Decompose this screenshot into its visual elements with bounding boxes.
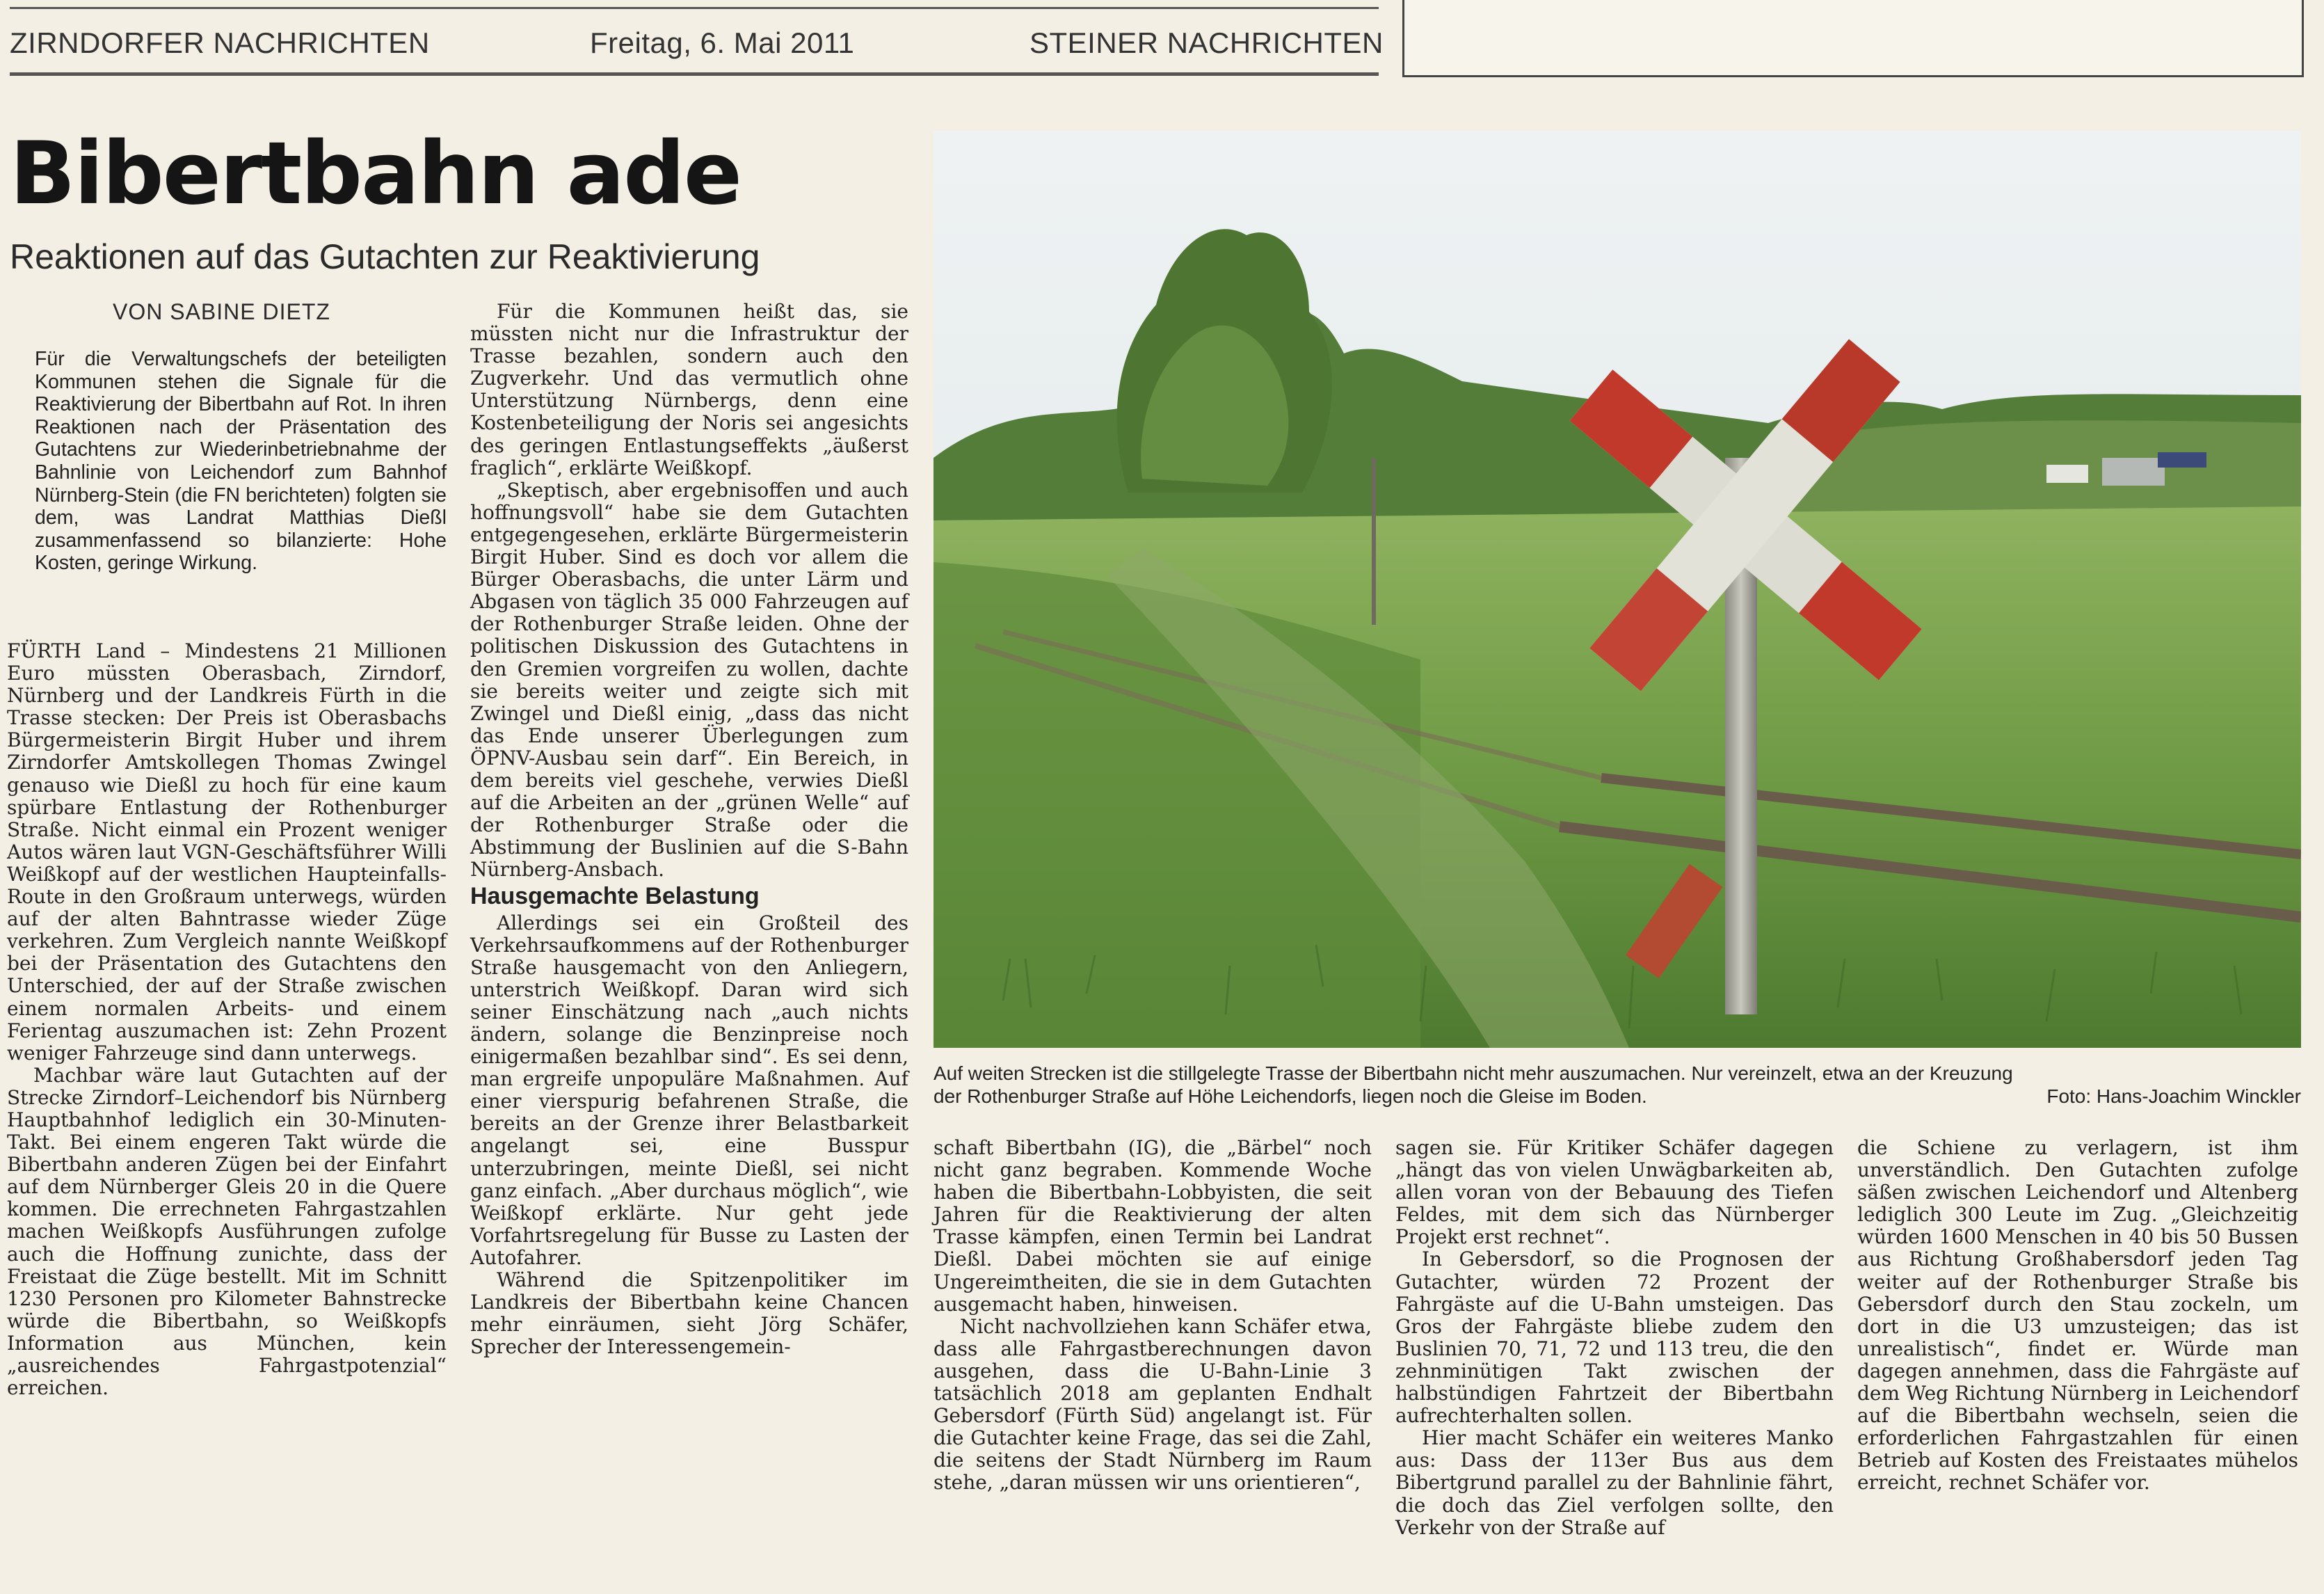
article-column-3 bbox=[933, 1137, 1372, 1495]
paragraph: FÜRTH Land – Mindestens 21 Millionen Euro müssten Oberasbach, Zirndorf, Nürnberg und der Landkreis Fürth in die Trasse stecken: Der Preis ist Oberasbachs Bürgermeisterin Birgit Huber und ihrem Zirndorfer Amtskollegen Thomas Zwingel genauso wie Dießl zu hoch für eine kaum spürbare Entlastung der Rothenburger Straße. Nicht einmal ein Prozent weniger Autos wären laut VGN-Geschäftsführer Willi Weißkopf auf der westlichen Haupteinfalls-Route in den Großraum unterwegs, würden auf der alten Bahntrasse wieder Züge verkehren. Zum Vergleich nannte Weißkopf bei der Präsentation des Gutachtens den Unterschied, der auf der Straße zwischen einem normalen Arbeits- und einem Ferientag auszumachen ist: Zehn Prozent weniger Fahrzeuge sind dann unterwegs. bbox=[7, 639, 447, 1065]
caption-line-1: Auf weiten Strecken ist die stillgelegte Trasse der Bibertbahn nicht mehr auszumachen. Nur vereinzelt, etwa an der Kreuzung bbox=[933, 1062, 2013, 1084]
masthead-rule bbox=[10, 72, 1379, 76]
paragraph: Machbar wäre laut Gutachten auf der Strecke Zirndorf–Leichendorf bis Nürnberg Hauptbahnhof lediglich ein 30-Minuten-Takt. Bei einem engeren Takt würde die Bibertbahn anderen Zügen bei der Einfahrt auf dem Nürnberger Gleis 20 in die Quere kommen. Die errechneten Fahrgastzahlen machen Weißkopfs Ausführungen zufolge auch die Hoffnung zunichte, dass der Freistaat die Züge bestellt. Mit im Schnitt 1230 Personen pro Kilometer Bahnstrecke würde die Bibertbahn, so Weißkopfs Information aus München, kein „ausreichendes Fahrgastpotenzial“ erreichen. bbox=[7, 1063, 447, 1400]
caption-line-2: der Rothenburger Straße auf Höhe Leichendorfs, liegen noch die Gleise im Boden. bbox=[933, 1085, 1647, 1107]
crosshead: Hausgemachte Belastung bbox=[470, 883, 760, 910]
photo-credit: Foto: Hans-Joachim Winckler bbox=[2046, 1085, 2301, 1107]
paragraph: „Skeptisch, aber ergebnisoffen und auch hoffnungsvoll“ habe sie dem Gutachten entgegengesehen, erklärte Bürgermeisterin Birgit Huber. Sind es doch vor allem die Bürger Oberasbachs, die unter Lärm und Abgasen von täglich 35 000 Fahrzeugen auf der Rothenburger Straße leiden. Ohne der politischen Diskussion des Gutachtens in den Gremien vorgreifen zu wollen, dachte sie bereits weiter und zeigte sich mit Zwingel und Dießl einig, „dass das nicht das Ende unserer Überlegungen zum ÖPNV-Ausbau sein darf“. Ein Bereich, in dem bereits viel geschehe, verwies Dießl auf die Arbeiten an der „grünen Welle“ auf der Rothenburger Straße oder die Abstimmung der Buslinien auf die S-Bahn Nürnberg-Ansbach. bbox=[470, 478, 908, 882]
headline: Bibertbahn ade bbox=[10, 124, 742, 224]
photo-caption bbox=[933, 1062, 2301, 1108]
article-photo bbox=[933, 131, 2301, 1048]
paragraph: Nicht nachvollziehen kann Schäfer etwa, dass alle Fahrgastberechnungen davon ausgehen, dass die U-Bahn-Linie 3 tatsächlich 2018 am geplanten Endhalt Gebersdorf (Fürth Süd) angelangt ist. Für die Gutachter keine Frage, das sei die Zahl, die seitens der Stadt Nürnberg im Raum stehe, „daran müssen wir uns orientieren“, bbox=[933, 1314, 1372, 1495]
publication-date: Freitag, 6. Mai 2011 bbox=[590, 26, 855, 59]
article-column-4 bbox=[1395, 1137, 1834, 1539]
article-column-2 bbox=[470, 301, 908, 1358]
section-title-right: STEINER NACHRICHTEN bbox=[1029, 26, 1384, 59]
paragraph: sagen sie. Für Kritiker Schäfer dagegen „hängt das von vielen Unwägbarkeiten ab, allen voran von der Bebauung des Tiefen Feldes, mit dem sich das Nürnberger Projekt erst rechnet“. bbox=[1395, 1136, 1834, 1249]
top-rule bbox=[10, 7, 1379, 9]
paragraph: Während die Spitzenpolitiker im Landkreis der Bibertbahn keine Chancen mehr einräumen, sieht Jörg Schäfer, Sprecher der Interessengemein- bbox=[470, 1268, 908, 1359]
paragraph: Allerdings sei ein Großteil des Verkehrsaufkommens auf der Rothenburger Straße hausgemacht von den Anliegern, unterstrich Weißkopf. Daran wird sich seiner Einschätzung nach „auch nichts ändern, solange die Benzinpreise noch einigermaßen bezahlbar sind“. Es sei denn, man ergreife unpopuläre Maßnahmen. Auf einer vierspurig befahrenen Straße, die bereits an der Grenze ihrer Belastbarkeit angelangt sei, eine Busspur unterzubringen, meinte Dießl, sei nicht ganz einfach. „Aber durchaus möglich“, wie Weißkopf erklärte. Nur geht jede Vorfahrtsregelung für Busse zu Lasten der Autofahrer. bbox=[470, 911, 908, 1269]
paragraph: schaft Bibertbahn (IG), die „Bärbel“ noch nicht ganz begraben. Kommende Woche haben die Bibertbahn-Lobbyisten, die seit Jahren für die Reaktivierung der alten Trasse kämpfen, einen Termin bei Landrat Dießl. Dabei möchten sie auf einige Ungereimtheiten, die sie in dem Gutachten ausgemacht haben, hinweisen. bbox=[933, 1136, 1372, 1316]
paragraph: Für die Kommunen heißt das, sie müssten nicht nur die Infrastruktur der Trasse bezahlen, sondern auch den Zugverkehr. Und das vermutlich ohne Unterstützung Nürnbergs, denn eine Kostenbeteiligung der Noris sei angesichts des geringen Entlastungseffekts „äußerst fraglich“, erklärte Weißkopf. bbox=[470, 300, 908, 479]
paragraph: Hier macht Schäfer ein weiteres Manko aus: Dass der 113er Bus aus dem Bibertgrund parallel zu der Bahnlinie fährt, die doch das Ziel verfolgen sollte, den Verkehr von der Straße auf bbox=[1395, 1426, 1834, 1539]
paragraph: die Schiene zu verlagern, ist ihm unverständlich. Den Gutachten zufolge säßen zwischen Leichendorf und Altenberg lediglich 300 Leute im Zug. „Gleichzeitig würden 1600 Menschen in 40 bis 50 Bussen aus Richtung Großhabersdorf jeden Tag weiter auf der Rothenburger Straße bis Gebersdorf durch den Stau zockeln, um dort in die U3 umzusteigen; das ist unrealistisch“, findet er. Würde man dagegen annehmen, dass die Fahrgäste auf dem Weg Richtung Nürnberg in Leichendorf auf die Bibertbahn wechseln, seien die erforderlichen Fahrgastzahlen für einen Betrieb auf Kosten des Freistaates mühelos erreicht, rechnet Schäfer vor. bbox=[1857, 1136, 2298, 1495]
section-title-left: ZIRNDORFER NACHRICHTEN bbox=[10, 26, 430, 59]
lead-paragraph: Für die Verwaltungschefs der beteiligten Kommunen stehen die Signale für die Reaktivierung der Bibertbahn auf Rot. In ihren Reaktionen nach der Präsentation des Gutachtens zur Wiederinbetriebnahme der Bahnlinie von Leichendorf zum Bahnhof Nürnberg-Stein (die FN berichteten) folgten sie dem, was Landrat Matthias Dießl zusammenfassend so bilanzierte: Hohe Kosten, geringe Wirkung. bbox=[35, 348, 447, 575]
railway-crossing-photo bbox=[933, 131, 2301, 1048]
paragraph: In Gebersdorf, so die Prognosen der Gutachter, würden 72 Prozent der Fahrgäste auf die U-Bahn umsteigen. Das Gros der Fahrgäste bliebe zudem den Buslinien 70, 71, 72 und 113 treu, die den zehnminütigen Takt zwischen der halbstündigen Fahrtzeit der Bibertbahn aufrechterhalten sollen. bbox=[1395, 1248, 1834, 1428]
article-column-5 bbox=[1857, 1137, 2298, 1495]
subheadline: Reaktionen auf das Gutachten zur Reaktivierung bbox=[10, 237, 760, 276]
ad-placeholder-box bbox=[1402, 0, 2304, 77]
article-column-1 bbox=[7, 640, 447, 1399]
byline: VON SABINE DIETZ bbox=[113, 299, 330, 324]
